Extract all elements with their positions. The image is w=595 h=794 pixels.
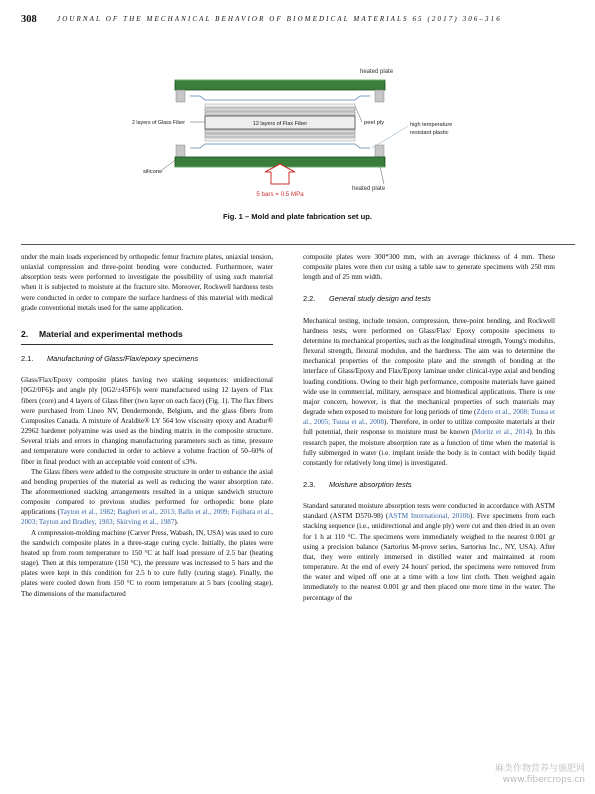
label-heated-plate-bottom: heated plate [352, 186, 386, 192]
silicone-block [176, 90, 185, 102]
citation-link[interactable]: Moritz et al., 2014 [474, 428, 530, 437]
paragraph: The Glass fibers were added to the composite structure in order to enhance the axial and bending properties of the material as well as reducing the water absorption rate. The aforementioned stacking arrangements resulted in a unique sandwich structure composite compared to previous studies performed for orthopedic bone plate applications (Tayton et al., 1982; Bagheri et al., 2013; Ballo et al., 2009; Fujihara et al., 2003; Tayton and Bradley, 1983; Skirving et al., 1987). [21, 467, 273, 527]
label-plastic-2: resistant plastic [410, 130, 449, 136]
glass-layer [205, 112, 355, 115]
intro-paragraph: under the main loads experienced by orthopedic femur fracture plates, uniaxial tension, uniaxial compression and three-point bending were conducted. Furthermore, water absorption tests were performed to investigate the possibility of using such material when it is subjected to moisture at the fracture site. Moreover, Rockwell hardness tests were conducted in order to compare the surface hardness of this material with medical grade conventional metals used for the same application. [21, 253, 273, 312]
silicone-block [375, 90, 384, 102]
paragraph: composite plates were 300*300 mm, with an average thickness of 4 mm. These composite plates were then cut using a table saw to generate specimens with 250 mm length and of 25 mm width. [303, 253, 555, 282]
section-2-heading: 2. Material and experimental methods [21, 328, 183, 339]
citation-link[interactable]: ASTM International, 2010b [388, 512, 470, 521]
figure-caption: Fig. 1 – Mold and plate fabrication set up. [223, 212, 372, 221]
paragraph: Standard saturated moisture absorption tests were conducted in accordance with ASTM standard (ASTM D570-98) (ASTM International, 2010b). Five specimens from each stacking sequence (i.e., unidirectional and angle ply) were cut and then dried in an oven for 1 h at 110 °C. The specimens were immediately weighed to the nearest 0.001 gr using a precision balance (Sartorius M-prove series, Sartorius Inc., NY, USA). After that, they were entirely immersed in distilled water and maintained at room temperature. At the end of every 24 hours' period, the specimens were removed from the water and wiped off one at a time with a low lint cloth. Then weighed again immediately to the nearest 0.001 gr and then placed one more time in the water. The percentage of the [303, 502, 556, 602]
citation-link[interactable]: Zdero et al., 2008; Tuusa et al., 2005; Tuusa et al., 2008 [303, 408, 555, 427]
left-column [21, 252, 273, 599]
divider [21, 244, 575, 245]
label-glass-fiber: 2 layers of Glass Fiber [132, 120, 185, 126]
peel-ply-bottom [205, 138, 355, 141]
watermark: 麻类作物营养与施肥网 www.fibercrops.cn [494, 764, 585, 785]
peel-ply-top [205, 104, 355, 107]
page-header [21, 14, 575, 28]
paragraph: Mechanical testing, include tension, compression, three-point bending, and Rockwell hardness tests, were performed on Glass/Flax/ Epoxy composite specimens to determine its mechanical properties, such as the longitudinal strength, Young's modulus, flexural strength, flexural modulus, and the hardness. The aim was to determine the mechanical properties of the composite plate and the strength of bonding at the interface of Glass/Epoxy and Flax/Epoxy laminae under clinical-type axial and bending loading conditions. Owing to their high performance, composite materials have gained wide use in commercial, military, aerospace and biomedical applications. There is one major concern, however, is that the mechanical properties of such materials may degrade when exposed to moisture for long periods of time (Zdero et al., 2008; Tuusa et al., 2005; Tuusa et al., 2008). Therefore, in order to utilize composite materials at their full potential, their response to moisture must be known (Moritz et al., 2014). In this research paper, the moisture absorption rate as a function of time when the material is fully submerged in water (i.e. implant inside the body is in contact with bodily liquid constantly for relatively long time) is investigated. [303, 316, 555, 467]
right-column [303, 252, 555, 603]
silicone-block [375, 145, 384, 157]
citation-link[interactable]: Tayton et al., 1982; Bagheri et al., 2013; Ballo et al., 2009; Fujihara et al., 2003; Tayton and Bradley, 1983; Skirving et al., 1987 [21, 508, 273, 527]
section-2-3-heading: 2.3. Moisture absorption tests [303, 479, 412, 489]
label-peel-ply: peel ply [364, 120, 384, 126]
glass-layer [205, 134, 355, 137]
paragraph: Glass/Flax/Epoxy composite plates having two staking sequences: unidirectional [0G2/0F6]s and angle ply [0G2/±45F6]s were manufactured using 12 layers of Flax fibers (core) and 4 layers of Glass fiber (two layer on each face) (Fig. 1). The flax fibers were purchased from Lineo NV, Dendermonde, Belgium, and the glass fibers from Composites Canada. A mixture of Araldite® LY 564 low viscosity epoxy and Aradur® 22962 hardener polyamine was used as the binding matrix in the composite structure. Several trials and errors in changing manufacturing parameters such as time, pressure and temperature were conducted in order to achieve a volume fraction of 50–60% of fiber in final product with an acceptable void content of ≤3%. [21, 376, 273, 466]
page-number: 308 [21, 14, 37, 25]
section-2-1-heading: 2.1. Manufacturing of Glass/Flax/epoxy specimens [21, 354, 199, 364]
section-rule [21, 344, 273, 345]
top-heated-plate [175, 80, 385, 90]
label-heated-plate-top: heated plate [360, 69, 394, 75]
label-flax-fiber: 12 layers of Flax Fiber [252, 121, 308, 127]
label-silicone: silicone [143, 169, 163, 175]
label-plastic-1: high temperature [410, 122, 453, 128]
glass-layer [205, 130, 355, 133]
paragraph: A compression-molding machine (Carver Press, Wabash, IN, USA) was used to cure the sandwich composite plates in a three-stage curing cycle. Initially, the plates were heated up from room temperature to 150 °C at half load pressure of 2.5 bar (heating stage). Then at this temperature (150 °C), the pressure was increased to 5 bars and the plates were kept in this condition for 2.5 h to cure fully (curing stage). Finally, the plates were cooled down from 150 °C to room temperature at 5 bars (cooling stage). The dimensions of the manufactured [21, 528, 273, 598]
glass-layer [205, 108, 355, 111]
silicone-block [176, 145, 185, 157]
journal-title: JOURNAL OF THE MECHANICAL BEHAVIOR OF BIOMEDICAL MATERIALS 65 (2017) 306–316 [57, 15, 502, 23]
section-2-2-heading: 2.2. General study design and tests [303, 294, 431, 304]
mold-figure [0, 60, 595, 210]
label-pressure: 5 bars = 0.5 MPa [256, 191, 304, 198]
